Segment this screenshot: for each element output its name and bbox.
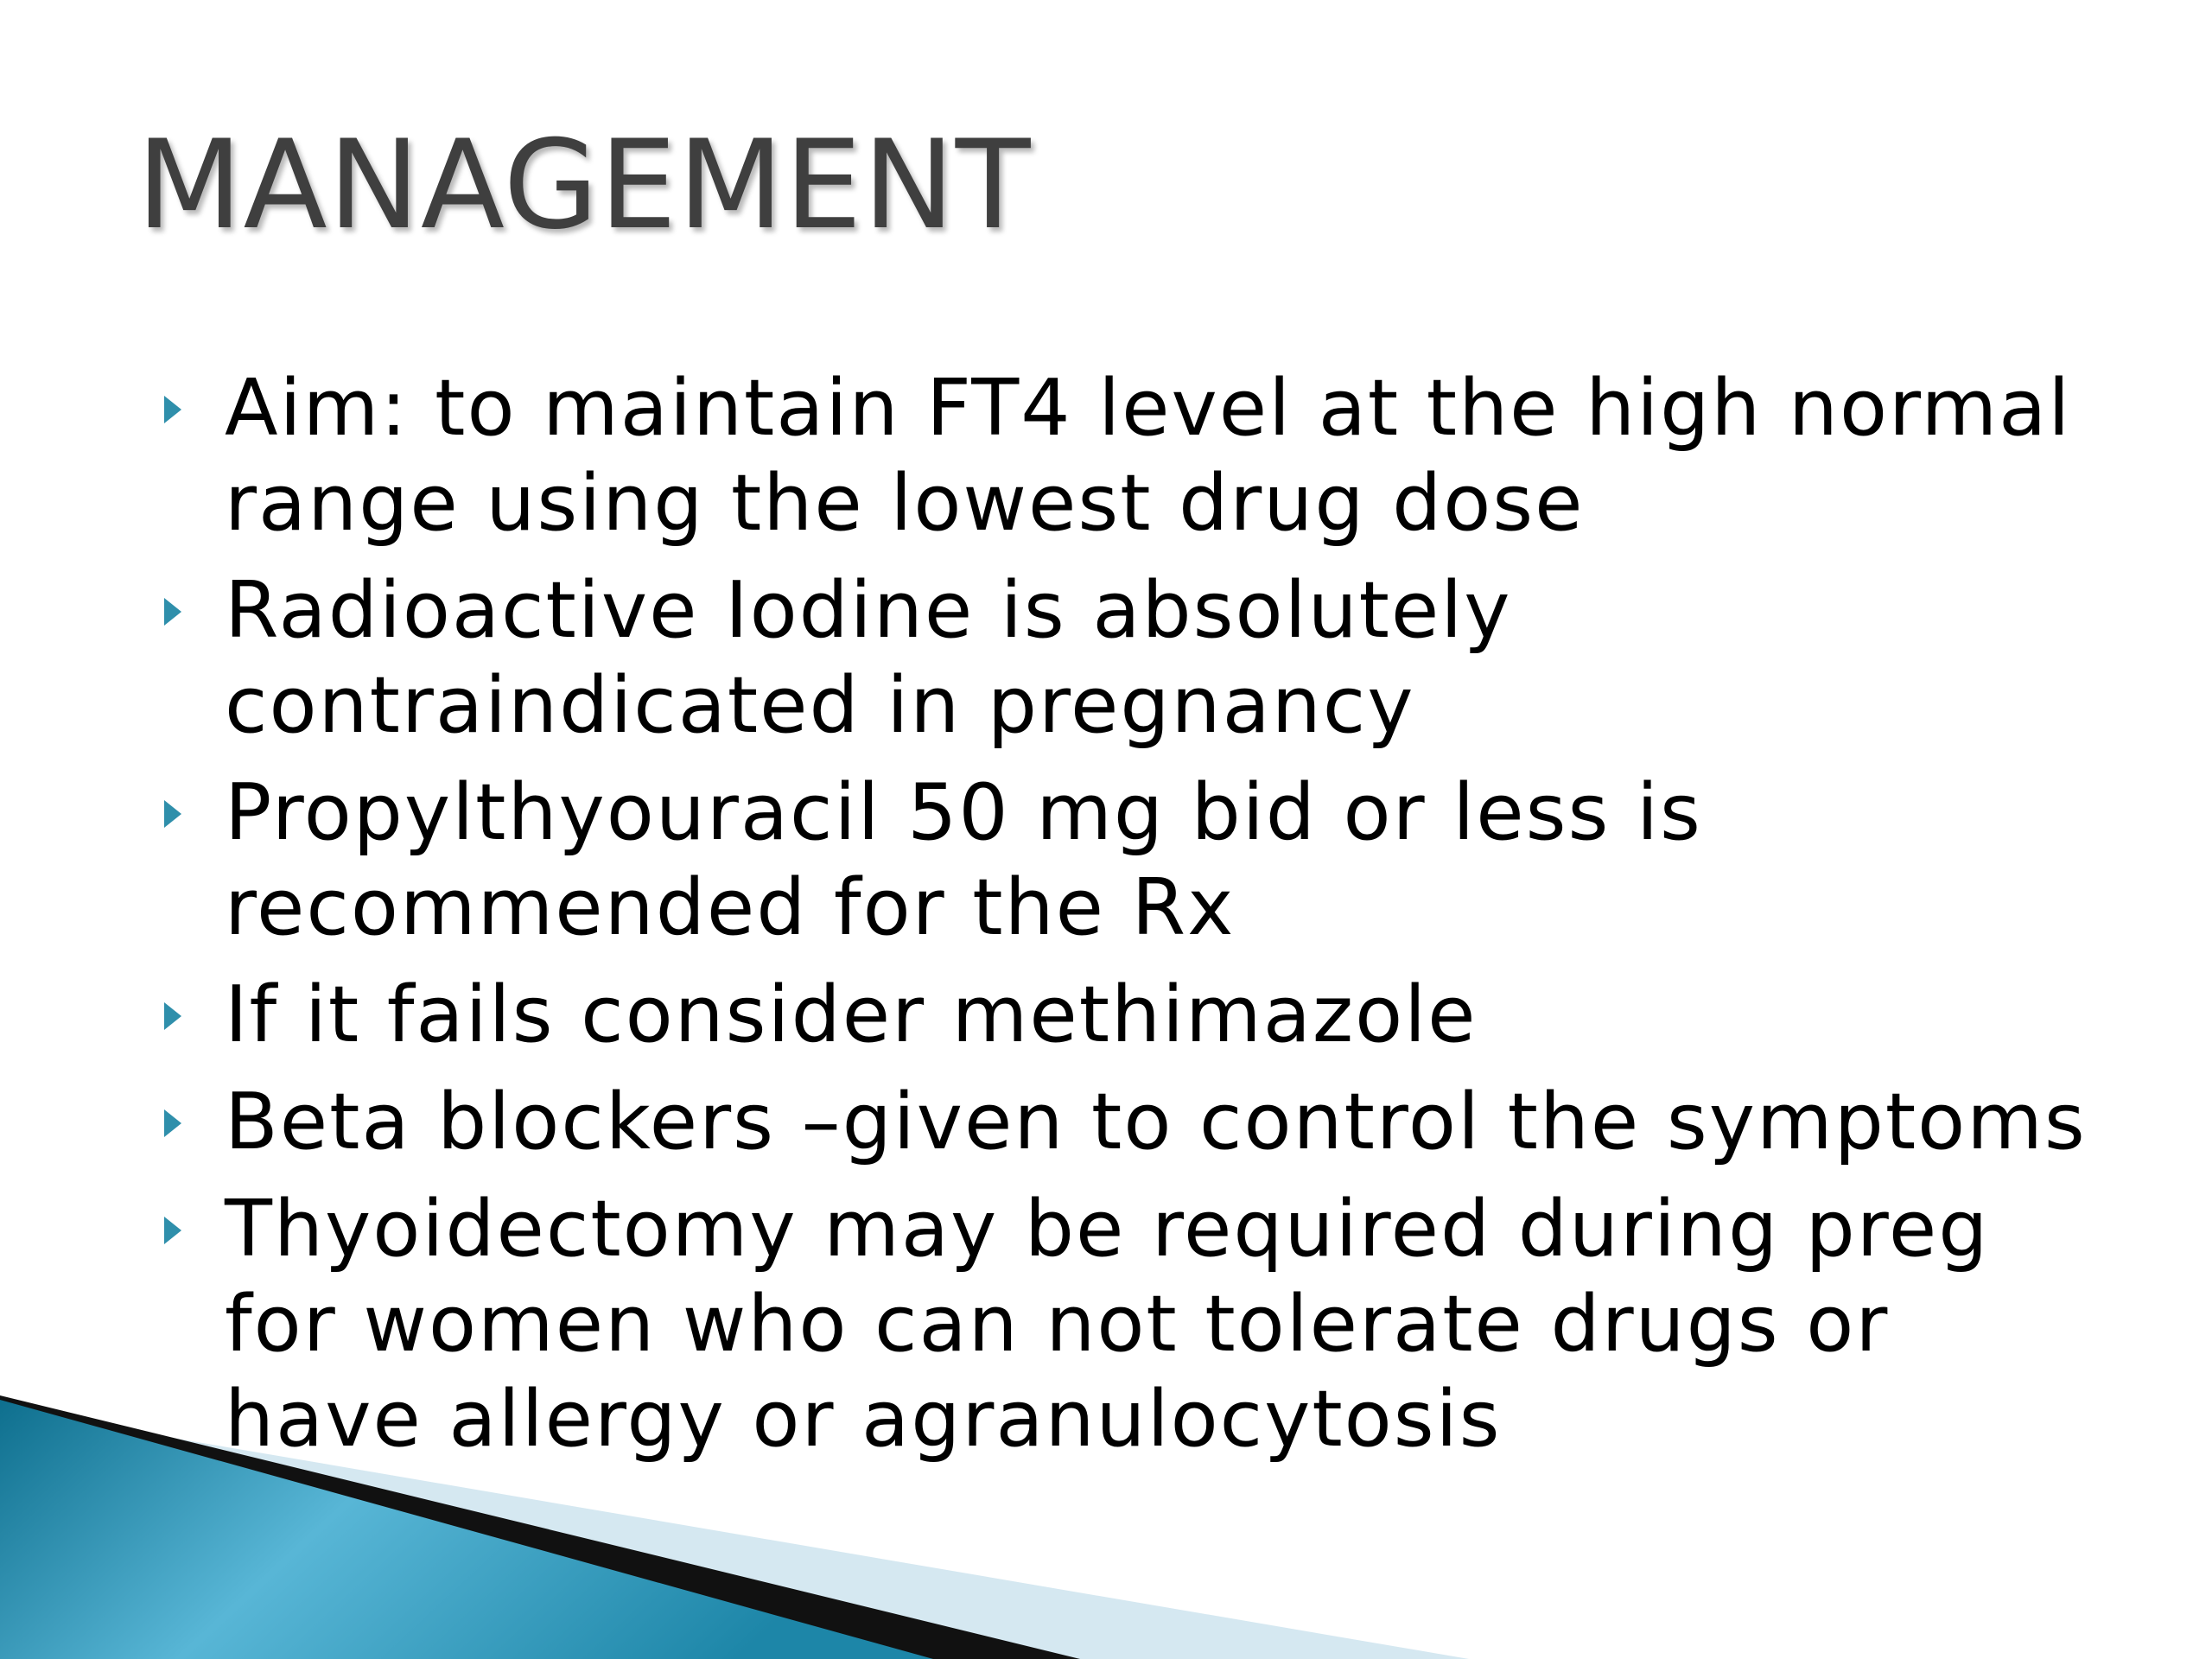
- bullet-item: [164, 1075, 2108, 1170]
- bullet-line: range using the lowest drug dose: [225, 458, 1585, 549]
- slide-title: MANAGEMENT: [137, 114, 1032, 257]
- triangle-right-icon: [164, 1002, 181, 1030]
- bullet-line: Propylthyouracil 50 mg bid or less is: [225, 767, 1702, 858]
- bullet-item: [164, 361, 2108, 551]
- bullet-item: [164, 968, 2108, 1063]
- triangle-right-icon: [164, 800, 181, 828]
- bullet-line: Beta blockers –given to control the symptoms: [225, 1077, 2087, 1167]
- bullet-line: Radioactive Iodine is absolutely: [225, 565, 1512, 656]
- triangle-right-icon: [164, 1109, 181, 1137]
- bullet-list: [164, 361, 2108, 1471]
- bullet-item: [164, 563, 2108, 753]
- triangle-right-icon: [164, 1217, 181, 1244]
- bullet-line: If it fails consider methimazole: [225, 969, 1478, 1060]
- bullet-line: Thyoidectomy may be required during preg: [225, 1184, 1990, 1274]
- bullet-line: recommended for the Rx: [225, 862, 1236, 953]
- triangle-right-icon: [164, 396, 181, 423]
- bullet-line: have allergy or agranulocytosis: [225, 1374, 1502, 1465]
- bullet-line: for women who can not tolerate drugs or: [225, 1279, 1890, 1370]
- bullet-line: contraindicated in pregnancy: [225, 660, 1415, 751]
- bullet-item: [164, 1182, 2108, 1467]
- bullet-line: Aim: to maintain FT4 level at the high normal: [225, 363, 2072, 454]
- bullet-item: [164, 766, 2108, 956]
- triangle-right-icon: [164, 598, 181, 626]
